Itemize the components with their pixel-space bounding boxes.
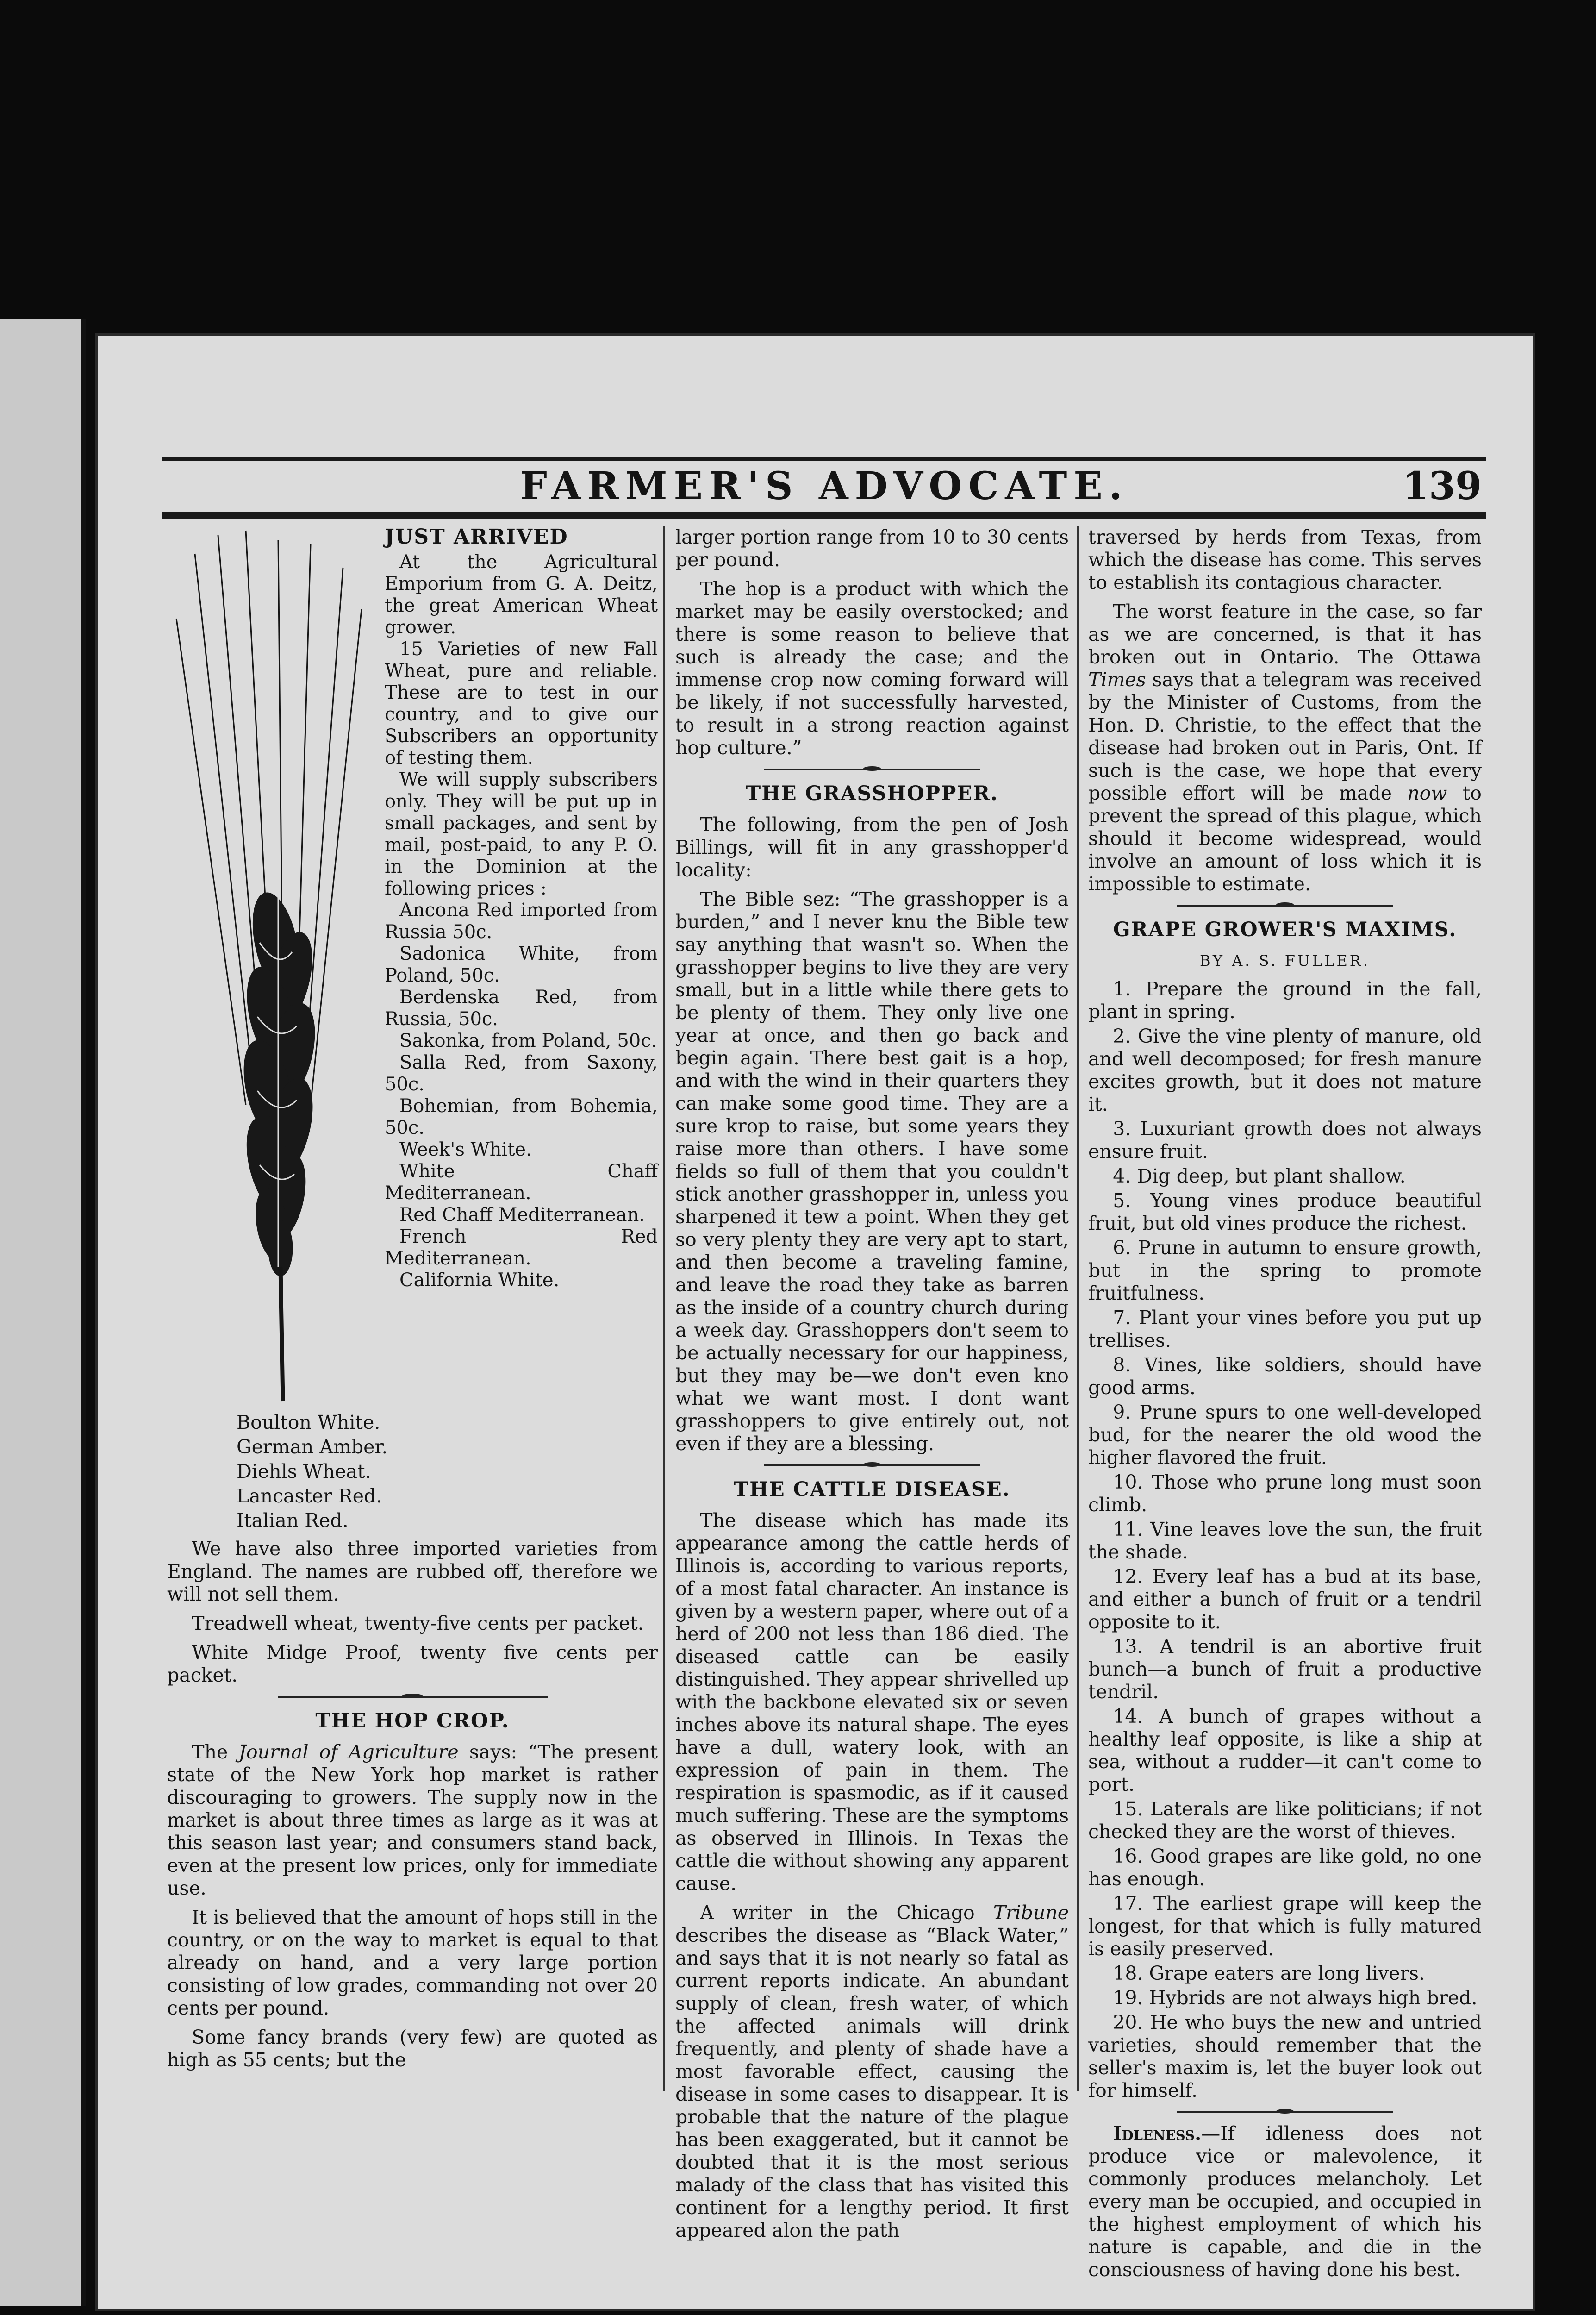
price-item: Red Chaff Mediterranean. xyxy=(399,1204,645,1226)
maxim-item: 18. Grape eaters are long livers. xyxy=(1113,1962,1425,1984)
maxim-item: 17. The earliest grape will keep the longest, for that which is fully matured is easily preserved. xyxy=(1088,1892,1482,1960)
section-divider xyxy=(764,769,980,770)
maxim-item: 5. Young vines produce beautiful fruit, but old vines produce the richest. xyxy=(1088,1189,1482,1234)
maxim-item: 20. He who buys the new and untried varieties, should remember that the seller's maxim is, let the buyer look out for himself. xyxy=(1088,2011,1482,2102)
price-item: French Red Mediterranean. xyxy=(385,1226,658,1269)
section-divider xyxy=(1177,905,1393,907)
newspaper-title: Times xyxy=(1088,669,1146,691)
variety-item: Lancaster Red. xyxy=(237,1485,382,1507)
idleness-paragraph: Idleness.—If idleness does not produce vice or malevolence, it commonly produces melancholy. Let every man be occupied, and occupied in the highest employment of which his nature is capable, and die in the consciousness of having done his best. xyxy=(1088,2122,1482,2281)
column-1 xyxy=(167,526,658,2078)
cattle-disease-paragraph: The worst feature in the case, so far as we are concerned, is that it has broken out in Ontario. The Ottawa Times says that a telegram was received by the Minister of Customs, from the Hon. D. Christie, to the effect that the disease had broken out in Paris, Ont. If such is the case, we hope that every possible effort will be made now to prevent the spread of this plague, which should it become widespread, would involve an amount of loss which it is impossible to estimate. xyxy=(1088,601,1482,895)
variety-item: Italian Red. xyxy=(237,1509,349,1532)
maxim-item: 12. Every leaf has a bud at its base, and either a bunch of fruit or a tendril opposite to it. xyxy=(1088,1565,1482,1633)
grape-maxims-heading: GRAPE GROWER'S MAXIMS. xyxy=(1113,918,1457,941)
cattle-disease-heading: THE CATTLE DISEASE. xyxy=(734,1478,1010,1501)
price-item: Week's White. xyxy=(399,1139,532,1160)
column-2 xyxy=(675,526,1069,2248)
column-rule xyxy=(663,526,665,2091)
cattle-disease-paragraph: traversed by herds from Texas, from which the disease has come. This serves to establish its contagious character. xyxy=(1088,526,1482,594)
page-number: 139 xyxy=(1402,464,1482,508)
section-divider xyxy=(278,1696,548,1698)
idleness-lead: Idleness. xyxy=(1113,2122,1202,2145)
price-item: White Chaff Mediterranean. xyxy=(385,1161,658,1204)
price-item: Ancona Red imported from Russia 50c. xyxy=(385,900,658,943)
grape-maxims-byline: BY A. S. FULLER. xyxy=(1199,952,1371,970)
arrivals-paragraph: We will supply subscribers only. They will be put up in small packages, and sent by mail, post-paid, to any P. O. in the Dominion at the following prices : xyxy=(385,769,658,899)
hop-crop-paragraph: It is believed that the amount of hops still in the country, or on the way to market is equal to that already on hand, and a very large portion consisting of low grades, commanding not over 20 cents per pound. xyxy=(167,1906,658,2019)
cattle-disease-paragraph: The disease which has made its appearance among the cattle herds of Illinois is, according to various reports, of a most fatal character. An instance is given by a western paper, where out of a herd of 200 not less than 186 died. The diseased cattle can be easily distinguished. They appear shrivelled up with the backbone elevated six or seven inches above its natural shape. The eyes have a dull, watery look, with an expression of pain in them. The respiration is spasmodic, as if it caused much suffering. These are the symptoms as observed in Illinois. In Texas the cattle die without showing any apparent cause. xyxy=(675,1509,1069,1895)
maxim-item: 7. Plant your vines before you put up trellises. xyxy=(1088,1307,1482,1351)
column-3 xyxy=(1088,526,1482,2288)
maxim-item: 13. A tendril is an abortive fruit bunch—a bunch of fruit a productive tendril. xyxy=(1088,1635,1482,1703)
hop-crop-paragraph: The Journal of Agriculture says: “The present state of the New York hop market is rather discouraging to growers. The supply now in the market is about three times as large as it was at this season last year; and consumers stand back, even at the present low prices, only for immediate use. xyxy=(167,1741,658,1899)
arrivals-note: Treadwell wheat, twenty-five cents per packet. xyxy=(192,1612,644,1634)
maxim-item: 11. Vine leaves love the sun, the fruit the shade. xyxy=(1088,1518,1482,1563)
price-item: Sakonka, from Poland, 50c. xyxy=(399,1030,657,1051)
grasshopper-heading: THE GRASSHOPPER. xyxy=(746,782,998,805)
grasshopper-paragraph: The Bible sez: “The grasshopper is a burden,” and I never knu the Bible tew say anything that wasn't so. When the grasshopper begins to live they are very small, but in a little while there gets to be plenty of them. They only live one year at once, and then go back and begin again. There best gait is a hop, and with the wind in their quarters they can make some good time. They are a sure krop to raise, but some years they raise more than others. I have some fields so full of them that you couldn't stick another grasshopper in, unless you sharpened it tew a point. When they get so very plenty they are very apt to start, and then become a traveling famine, and leave the road they take as barren as the inside of a country church during a week day. Grasshoppers don't seem to be actually necessary for our happiness, but they may be—we don't even kno what we want most. I dont want grasshoppers to give entirely out, not even if they are a blessing. xyxy=(675,888,1069,1455)
wheat-variety-list xyxy=(237,1410,658,1533)
section-divider xyxy=(764,1464,980,1466)
price-item: California White. xyxy=(399,1270,560,1291)
hop-crop-paragraph: The hop is a product with which the market may be easily overstocked; and there is some reason to believe that such is already the case; and the immense crop now coming forward will be likely, if not successfully harvested, to result in a strong reaction against hop culture.” xyxy=(675,578,1069,759)
arrivals-note: We have also three imported varieties from England. The names are rubbed off, therefore we will not sell them. xyxy=(167,1538,658,1605)
price-item: Bohemian, from Bohemia, 50c. xyxy=(385,1095,658,1139)
arrivals-paragraph: At the Agricultural Emporium from G. A. Deitz, the great American Wheat grower. xyxy=(385,551,658,638)
hop-crop-heading: THE HOP CROP. xyxy=(315,1709,510,1733)
maxim-item: 4. Dig deep, but plant shallow. xyxy=(1113,1165,1406,1187)
masthead xyxy=(162,457,1486,519)
maxim-item: 15. Laterals are like politicians; if not checked they are the worst of thieves. xyxy=(1088,1798,1482,1843)
maxim-item: 2. Give the vine plenty of manure, old and well decomposed; for fresh manure excites growth, but it does not mature it. xyxy=(1088,1025,1482,1115)
price-item: Salla Red, from Saxony, 50c. xyxy=(385,1052,658,1095)
masthead-title: FARMER'S ADVOCATE. xyxy=(520,464,1129,508)
journal-title: Journal of Agriculture xyxy=(238,1741,459,1763)
arrivals-note: White Midge Proof, twenty five cents per packet. xyxy=(167,1641,658,1686)
maxim-item: 16. Good grapes are like gold, no one has enough. xyxy=(1088,1845,1482,1890)
price-item: Berdenska Red, from Russia, 50c. xyxy=(385,987,658,1030)
newspaper-page xyxy=(95,333,1535,2311)
left-page-edge xyxy=(0,319,86,2306)
maxim-item: 14. A bunch of grapes without a healthy leaf opposite, is like a ship at sea, without a rudder—it can't come to port. xyxy=(1088,1705,1482,1796)
section-divider xyxy=(1177,2111,1393,2113)
maxim-item: 8. Vines, like soldiers, should have good arms. xyxy=(1088,1354,1482,1399)
hop-crop-paragraph: Some fancy brands (very few) are quoted as high as 55 cents; but the xyxy=(167,2026,658,2071)
wheat-advert xyxy=(167,526,658,1406)
just-arrived-notice xyxy=(385,526,658,1406)
maxim-item: 6. Prune in autumn to ensure growth, but in the spring to promote fruitfulness. xyxy=(1088,1237,1482,1304)
newspaper-title: Tribune xyxy=(993,1902,1069,1924)
maxim-item: 9. Prune spurs to one well-developed bud, for the nearer the old wood the higher flavored the fruit. xyxy=(1088,1401,1482,1469)
price-item: Sadonica White, from Poland, 50c. xyxy=(385,943,658,986)
maxim-item: 10. Those who prune long must soon climb. xyxy=(1088,1471,1482,1516)
maxim-item: 3. Luxuriant growth does not always ensure fruit. xyxy=(1088,1118,1482,1163)
grasshopper-paragraph: The following, from the pen of Josh Billings, will fit in any grasshopper'd locality: xyxy=(675,813,1069,881)
arrivals-paragraph: 15 Varieties of new Fall Wheat, pure and reliable. These are to test in our country, and to give our Subscribers an opportunity of testing them. xyxy=(385,638,658,769)
variety-item: Diehls Wheat. xyxy=(237,1460,371,1483)
cattle-disease-paragraph: A writer in the Chicago Tribune describes the disease as “Black Water,” and says that it is not nearly so fatal as current reports indicate. An abundant supply of clean, fresh water, of which the affected animals will drink frequently, and plenty of shade have a most favorable effect, causing the disease in some cases to disappear. It is probable that the nature of the plague has been exaggerated, but it cannot be doubted that it is the most serious malady of the class that has visited this continent for a lengthy period. It first appeared alon the path xyxy=(675,1902,1069,2241)
hop-crop-paragraph: larger portion range from 10 to 30 cents per pound. xyxy=(675,526,1069,571)
just-arrived-heading: JUST ARRIVED xyxy=(385,525,568,549)
column-rule xyxy=(1077,526,1079,2091)
maxim-item: 19. Hybrids are not always high bred. xyxy=(1113,1987,1478,2009)
variety-item: Boulton White. xyxy=(237,1411,380,1433)
emphasis: now xyxy=(1407,782,1447,804)
maxim-item: 1. Prepare the ground in the fall, plant in spring. xyxy=(1088,978,1482,1023)
variety-item: German Amber. xyxy=(237,1436,388,1458)
wheat-ear-illustration xyxy=(167,526,385,1406)
